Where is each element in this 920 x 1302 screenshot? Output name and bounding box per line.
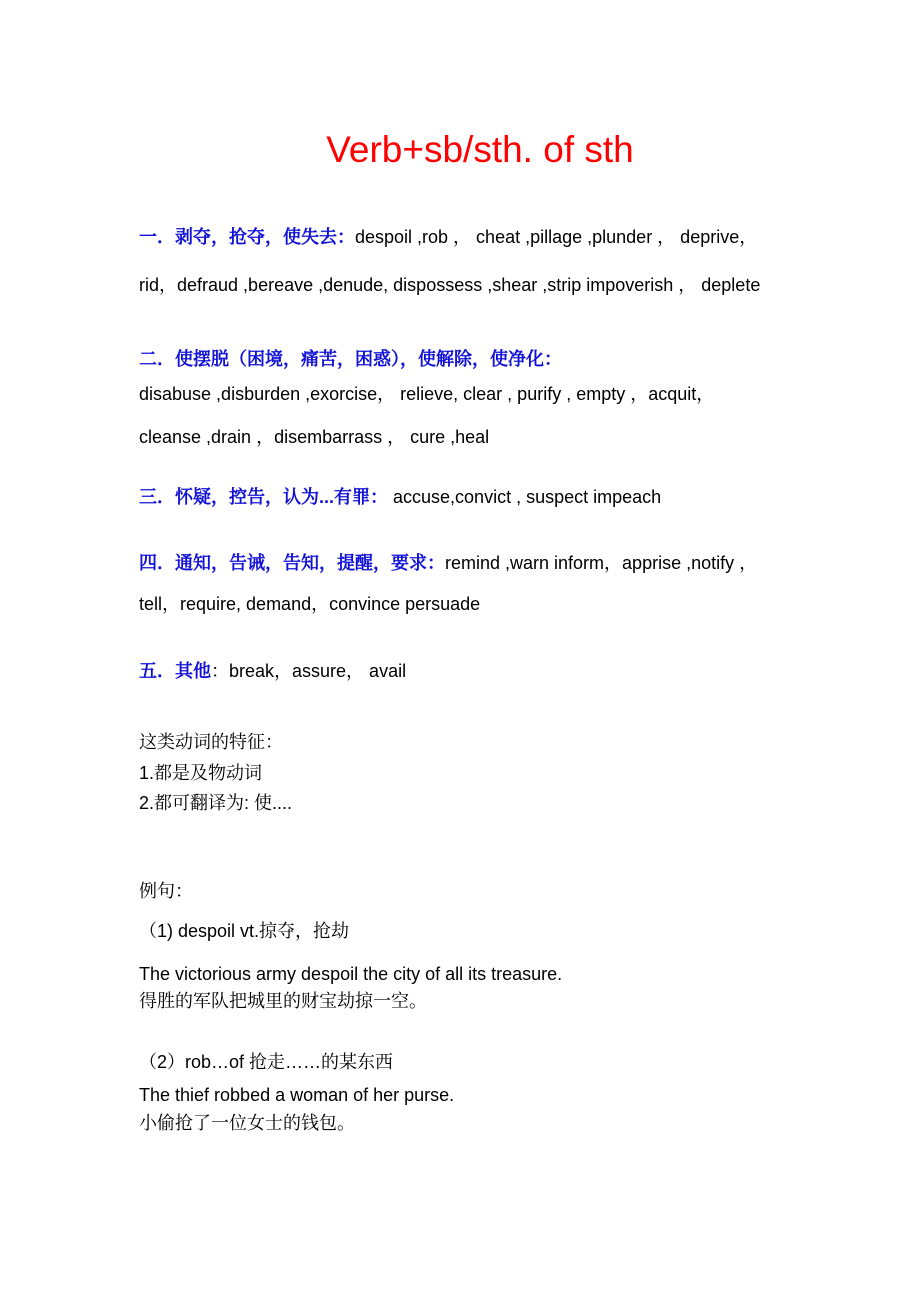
section-5-heading: 五．其他 bbox=[139, 661, 211, 681]
page-title: Verb+sb/sth. of sth bbox=[326, 129, 634, 170]
section-4-heading: 四．通知，告诫，告知，提醒，要求： bbox=[139, 553, 445, 573]
example-1-chinese: 得胜的军队把城里的财宝劫掠一空。 bbox=[139, 991, 427, 1012]
section-3-line bbox=[139, 485, 661, 509]
section-1-heading: 一．剥夺，抢夺，使失去： bbox=[139, 227, 355, 247]
section-2-line-2: cleanse ,drain ，disembarrass ， cure ,heal bbox=[139, 427, 490, 447]
section-5-line bbox=[139, 659, 406, 683]
example-2-head: （2）rob…of 抢走……的某东西 bbox=[139, 1052, 394, 1072]
section-1-line-2: rid，defraud ,bereave ,denude, dispossess ,shear ,strip impoverish ， deplete bbox=[139, 275, 761, 295]
example-2-chinese: 小偷抢了一位女士的钱包。 bbox=[139, 1113, 355, 1134]
features-title: 这类动词的特征： bbox=[139, 732, 283, 753]
section-4-words: remind ,warn inform，apprise ,notify ， bbox=[445, 553, 758, 573]
example-2-english: The thief robbed a woman of her purse. bbox=[139, 1085, 455, 1105]
section-3-heading: 三．怀疑，控告，认为...有罪： bbox=[139, 487, 389, 507]
example-1-english: The victorious army despoil the city of all its treasure. bbox=[139, 964, 563, 984]
section-4-line-2: tell，require, demand，convince persuade bbox=[139, 594, 481, 614]
examples-label: 例句： bbox=[139, 881, 193, 902]
section-1-line-1 bbox=[139, 225, 757, 249]
section-2-heading: 二．使摆脱（困境，痛苦，困惑），使解除，使净化： bbox=[139, 349, 562, 369]
section-2-line-1: disabuse ,disburden ,exorcise， relieve, clear , purify , empty ，acquit， bbox=[139, 384, 715, 404]
features-item-2: 2.都可翻译为: 使.... bbox=[139, 793, 293, 813]
section-1-words: despoil ,rob ， cheat ,pillage ,plunder ， deprive， bbox=[355, 227, 758, 247]
example-1-head: （1) despoil vt.掠夺，抢劫 bbox=[139, 921, 350, 941]
section-3-words: accuse,convict , suspect impeach bbox=[388, 487, 662, 507]
features-item-1: 1.都是及物动词 bbox=[139, 763, 263, 783]
section-4-line-1 bbox=[139, 551, 757, 575]
section-5-words: ：break，assure， avail bbox=[211, 661, 407, 681]
